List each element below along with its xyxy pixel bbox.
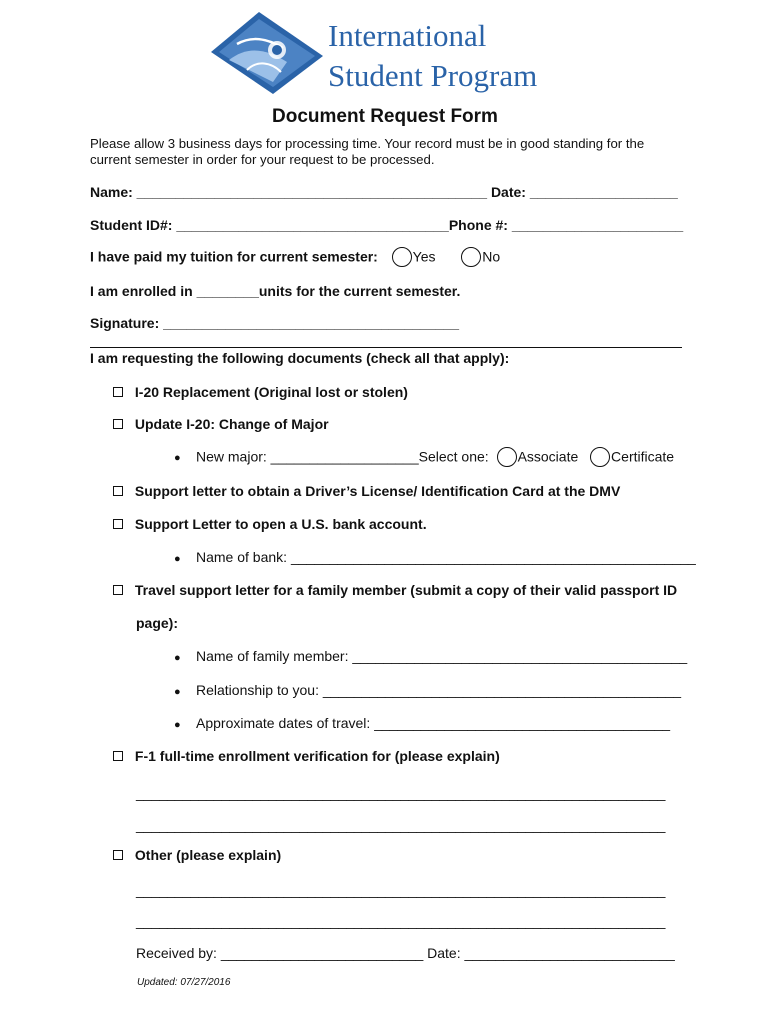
bank-label: Support Letter to open a U.S. bank account. xyxy=(134,516,427,532)
relationship-field[interactable]: Relationship to you: ______________________________________________ xyxy=(196,682,682,698)
certificate-label: Certificate xyxy=(611,448,675,465)
travel-dates-field[interactable]: Approximate dates of travel: ______________________________________ xyxy=(196,715,671,731)
bullet-icon: ● xyxy=(174,719,181,731)
certificate-radio[interactable] xyxy=(590,447,610,467)
tuition-row xyxy=(90,248,500,268)
other-label: Other (please explain) xyxy=(134,847,282,863)
intro-line-2: current semester in order for your request to be processed. xyxy=(90,152,435,167)
name-date-field[interactable]: Name: _____________________________________________ Date: ___________________ xyxy=(90,184,678,200)
bank-name-field[interactable]: Name of bank: ____________________________________________________ xyxy=(196,549,696,565)
associate-radio[interactable] xyxy=(497,447,517,467)
tuition-label: I have paid my tuition for current semester: xyxy=(90,248,378,265)
family-member-name-field[interactable]: Name of family member: ___________________________________________ xyxy=(196,648,688,664)
bullet-icon: ● xyxy=(174,553,181,565)
dmv-label: Support letter to obtain a Driver’s License/ Identification Card at the DMV xyxy=(134,483,621,499)
enrolled-units-field[interactable]: I am enrolled in ________units for the current semester. xyxy=(90,283,461,299)
program-name-line1: International xyxy=(328,18,487,53)
update-i20-checkbox[interactable] xyxy=(113,419,123,429)
f1-verification-item xyxy=(113,748,500,764)
travel-item xyxy=(113,582,677,598)
bullet-icon: ● xyxy=(174,452,181,464)
f1-verification-checkbox[interactable] xyxy=(113,751,123,761)
tuition-yes-label: Yes xyxy=(412,248,436,265)
received-by-field[interactable]: Received by: __________________________ Date: ___________________________ xyxy=(136,945,675,961)
new-major-field[interactable]: New major: ___________________Select one: xyxy=(196,448,489,465)
tuition-yes-radio[interactable] xyxy=(392,247,412,267)
requests-heading: I am requesting the following documents (check all that apply): xyxy=(90,350,510,366)
tuition-no-label: No xyxy=(482,248,501,265)
bullet-icon: ● xyxy=(174,652,181,664)
form-title: Document Request Form xyxy=(272,106,498,127)
program-name-line2: Student Program xyxy=(328,58,538,93)
travel-checkbox[interactable] xyxy=(113,585,123,595)
bank-item xyxy=(113,516,427,532)
travel-label-line2: page): xyxy=(136,615,178,631)
update-i20-label: Update I-20: Change of Major xyxy=(134,416,329,432)
signature-field[interactable]: Signature: ______________________________________ xyxy=(90,315,459,331)
i20-replacement-item xyxy=(113,384,408,400)
dmv-checkbox[interactable] xyxy=(113,486,123,496)
updated-date: Updated: 07/27/2016 xyxy=(137,977,231,988)
other-explain-line-2[interactable]: ____________________________________________________________________ xyxy=(136,913,666,929)
associate-label: Associate xyxy=(517,448,579,465)
i20-replacement-checkbox[interactable] xyxy=(113,387,123,397)
new-major-row xyxy=(196,448,674,468)
bullet-icon: ● xyxy=(174,686,181,698)
f1-verification-label: F-1 full-time enrollment verification for (please explain) xyxy=(134,748,500,764)
student-id-phone-field[interactable]: Student ID#: ___________________________________Phone #: ______________________ xyxy=(90,217,684,233)
tuition-no-radio[interactable] xyxy=(461,247,481,267)
bank-checkbox[interactable] xyxy=(113,519,123,529)
dmv-item xyxy=(113,483,620,499)
travel-label-line1: Travel support letter for a family member (submit a copy of their valid passport ID xyxy=(134,582,678,598)
program-logo xyxy=(207,10,325,96)
f1-explain-line-1[interactable]: ____________________________________________________________________ xyxy=(136,785,666,801)
i20-replacement-label: I-20 Replacement (Original lost or stolen) xyxy=(134,384,408,400)
f1-explain-line-2[interactable]: ____________________________________________________________________ xyxy=(136,817,666,833)
intro-line-1: Please allow 3 business days for processing time. Your record must be in good standing for the xyxy=(90,136,645,151)
other-checkbox[interactable] xyxy=(113,850,123,860)
section-divider xyxy=(90,347,682,348)
other-explain-line-1[interactable]: ____________________________________________________________________ xyxy=(136,882,666,898)
other-item xyxy=(113,847,281,863)
update-i20-item xyxy=(113,416,329,432)
